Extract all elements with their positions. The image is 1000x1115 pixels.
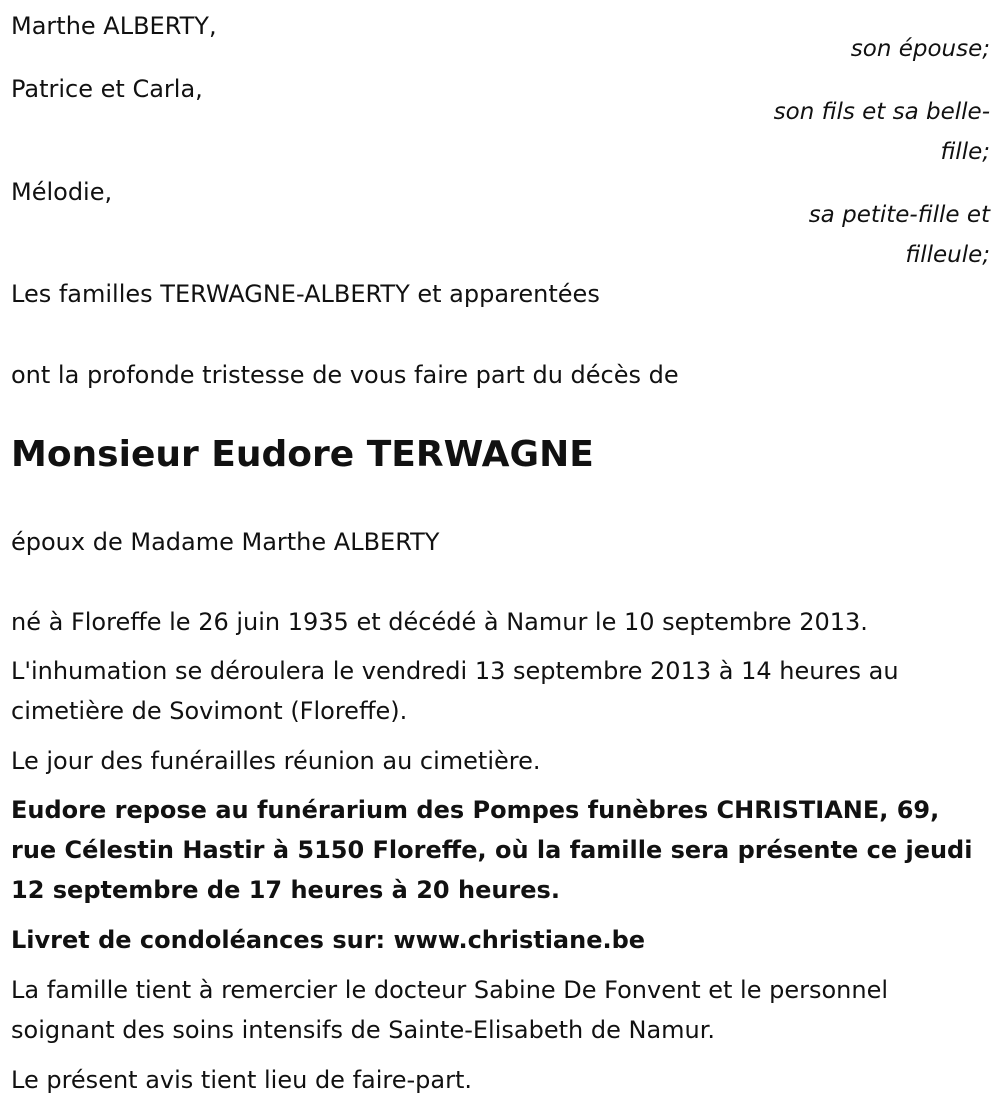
- family-member-name: Patrice et Carla,: [11, 75, 203, 103]
- family-member-relation: filleule;: [905, 242, 990, 268]
- family-member-relation: fille;: [940, 139, 990, 165]
- family-member-relation: sa petite-fille et: [808, 202, 990, 228]
- birth-death-line: né à Floreffe le 26 juin 1935 et décédé à Namur le 10 septembre 2013.: [11, 608, 868, 636]
- families-line: Les familles TERWAGNE-ALBERTY et apparentées: [11, 280, 600, 308]
- family-member-name: Mélodie,: [11, 178, 113, 206]
- spouse-line: époux de Madame Marthe ALBERTY: [11, 528, 440, 556]
- notice-line: Le présent avis tient lieu de faire-part.: [11, 1066, 473, 1094]
- funeral-home-paragraph: Eudore repose au funérarium des Pompes funèbres CHRISTIANE, 69, rue Célestin Hastir à 5150 Floreffe, où la famille sera présente ce jeudi 12 septembre de 17 heures à 20 heures.: [11, 796, 973, 904]
- burial-paragraph: L'inhumation se déroulera le vendredi 13 septembre 2013 à 14 heures au cimetière de Sovimont (Floreffe).: [11, 657, 899, 725]
- gathering-line: Le jour des funérailles réunion au cimetière.: [11, 747, 541, 775]
- announcement-text: ont la profonde tristesse de vous faire part du décès de: [11, 361, 679, 389]
- family-member-name: Marthe ALBERTY,: [11, 12, 217, 40]
- family-member-relation: son fils et sa belle-: [773, 99, 990, 125]
- condolences-line: Livret de condoléances sur: www.christiane.be: [11, 926, 646, 954]
- family-member-relation: son épouse;: [850, 36, 990, 62]
- deceased-name: Monsieur Eudore TERWAGNE: [11, 434, 594, 475]
- thanks-paragraph: La famille tient à remercier le docteur Sabine De Fonvent et le personnel soignant des soins intensifs de Sainte-Elisabeth de Namur.: [11, 976, 889, 1044]
